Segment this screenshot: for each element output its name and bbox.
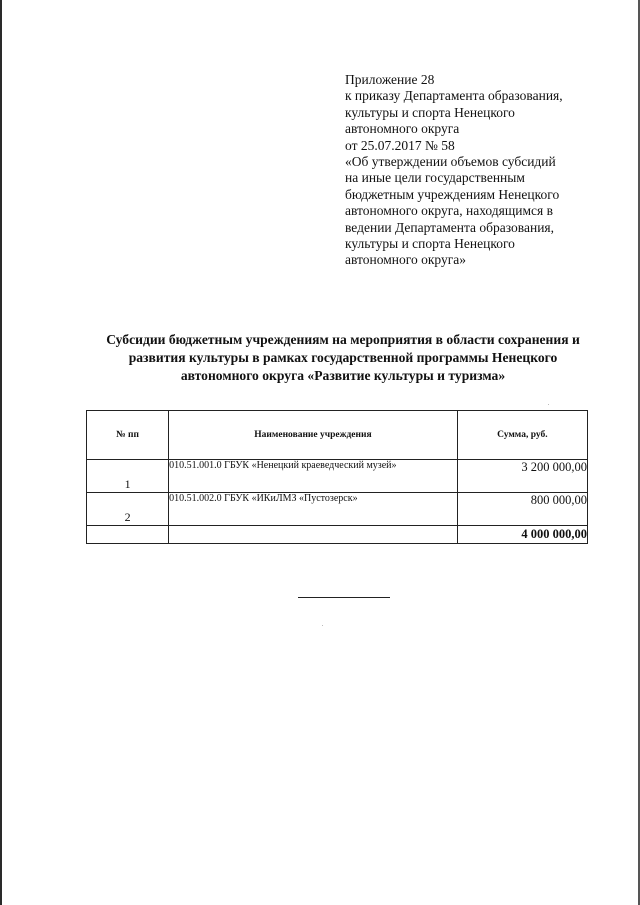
appendix-line: «Об утверждении объемов субсидий [345,154,556,170]
appendix-line: бюджетным учреждениям Ненецкого [345,186,560,202]
scan-speck [548,404,549,405]
row-num: 2 [87,493,169,526]
page-edge-left [0,0,2,905]
document-title [90,331,596,385]
appendix-line: от 25.07.2017 № 58 [345,137,455,153]
appendix-line: на иные цели государственным [345,170,525,186]
table-row [87,460,588,493]
title-line: Субсидии бюджетным учреждениям на мероприятия в области сохранения и [106,332,580,347]
title-line: развития культуры в рамках государственной программы Ненецкого [128,350,558,365]
appendix-line: Приложение 28 [345,72,435,87]
subsidies-table [86,410,588,544]
appendix-line: автономного округа» [345,252,466,268]
appendix-line: к приказу Департамента образования, [345,88,563,104]
appendix-line: культуры и спорта Ненецкого [345,236,515,252]
scan-speck [322,625,323,626]
appendix-line: автономного округа, находящимся в [345,203,553,219]
header-sum: Сумма, руб. [457,411,587,460]
appendix-line: автономного округа [345,121,460,137]
appendix-line: ведении Департамента образования, [345,219,555,235]
header-name: Наименование учреждения [169,411,458,460]
table-total-row [87,526,588,544]
row-name: 010.51.001.0 ГБУК «Ненецкий краеведческий музей» [169,460,458,493]
appendix-header [345,72,595,269]
row-sum: 3 200 000,00 [457,460,587,493]
row-name: 010.51.002.0 ГБУК «ИКиЛМЗ «Пустозерск» [169,493,458,526]
header-num: № пп [87,411,169,460]
table-header-row [87,411,588,460]
title-line: автономного округа «Развитие культуры и туризма» [180,368,506,383]
table-row [87,493,588,526]
total-empty-cell [169,526,458,544]
end-divider [298,597,390,598]
total-sum: 4 000 000,00 [457,526,587,544]
row-sum: 800 000,00 [457,493,587,526]
total-empty-cell [87,526,169,544]
appendix-line: культуры и спорта Ненецкого [345,104,515,120]
row-num: 1 [87,460,169,493]
